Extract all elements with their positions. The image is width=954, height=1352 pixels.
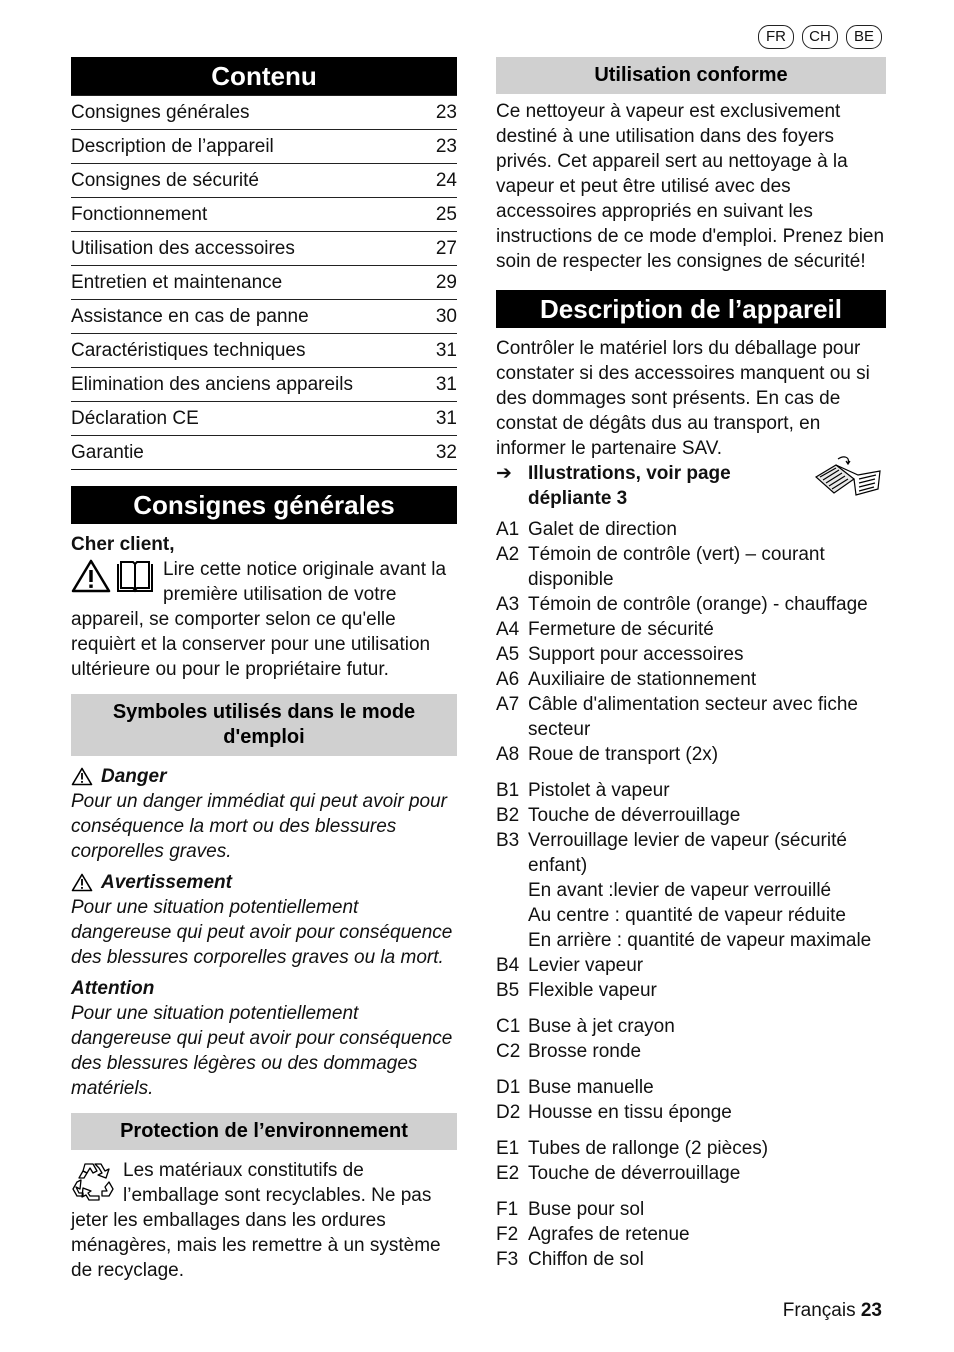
toc-page: 30 [435,306,457,327]
toc-row [71,368,457,402]
toc-row [71,402,457,436]
arrow-icon: ➔ [496,463,512,484]
environnement-heading: Protection de l’environnement [71,1113,457,1150]
greeting: Cher client, [71,534,175,555]
toc-row [71,436,457,470]
part-line: Tubes de rallonge (2 pièces) [528,1138,769,1159]
part-line: Câble d'alimentation secteur avec fiche secteur [528,694,858,740]
part-line: En avant :levier de vapeur verrouillé [528,880,832,901]
part-line: Buse pour sol [528,1199,645,1220]
danger-label-row [71,764,457,789]
toc-label: Description de l’appareil [71,136,274,157]
part-code: D1 [496,1077,521,1098]
part-description [528,1161,886,1186]
group-gap [496,1064,886,1075]
part-item [496,1247,886,1272]
consignes-intro [71,557,457,682]
part-code: E1 [496,1138,520,1159]
parts-list [496,517,886,1272]
part-description [528,778,886,803]
part-code: B1 [496,780,520,801]
page-footer [783,1300,882,1322]
toc-row [71,198,457,232]
toc-page: 31 [435,374,457,395]
part-line: Auxiliaire de stationnement [528,669,757,690]
part-code: F1 [496,1199,519,1220]
lang-badge-fr: FR [758,25,794,49]
toc-row [71,130,457,164]
utilisation-heading: Utilisation conforme [496,57,886,94]
toc-label: Déclaration CE [71,408,199,429]
part-code: D2 [496,1102,521,1123]
danger-text: Pour un danger immédiat qui peut avoir pour conséquence la mort ou des blessures corporelles graves. [71,791,448,862]
toc-row [71,96,457,130]
toc-page: 31 [435,340,457,361]
attention-label: Attention [71,978,155,999]
toc-page: 32 [435,442,457,463]
part-item [496,803,886,828]
toc-page: 23 [435,136,457,157]
language-badges [758,25,882,49]
part-description [528,517,886,542]
part-description [528,1014,886,1039]
part-line: Agrafes de retenue [528,1224,690,1245]
part-description [528,592,886,617]
group-gap [496,1186,886,1197]
description-intro: Contrôler le matériel lors du déballage pour constater si des accessoires manquent ou si des dommages sont présents. En cas de constat de dégâts dus au transport, en informer le partenaire SAV. [496,338,870,459]
toc-page: 27 [435,238,457,259]
part-description [528,1247,886,1272]
toc-label: Caractéristiques techniques [71,340,306,361]
toc-page: 24 [435,170,457,191]
part-line: Pistolet à vapeur [528,780,670,801]
toc-label: Garantie [71,442,144,463]
part-description [528,742,886,767]
manual-book-icon [115,559,155,593]
part-code: B5 [496,980,520,1001]
part-description [528,1039,886,1064]
part-code: A7 [496,694,520,715]
group-gap [496,1125,886,1136]
part-code: E2 [496,1163,520,1184]
part-description [528,1136,886,1161]
part-line: Chiffon de sol [528,1249,644,1270]
illustrations-note [496,461,886,511]
part-item [496,1075,886,1100]
toc-label: Elimination des anciens appareils [71,374,353,395]
toc-row [71,266,457,300]
description-heading: Description de l’appareil [496,290,886,328]
part-item [496,667,886,692]
part-description [528,1197,886,1222]
part-line: Levier vapeur [528,955,644,976]
lang-badge-ch: CH [802,25,838,49]
warning-manual-icons [71,559,155,593]
toc-row [71,300,457,334]
toc-label: Consignes de sécurité [71,170,259,191]
right-column [496,57,886,1272]
part-code: A4 [496,619,520,640]
part-line: Flexible vapeur [528,980,657,1001]
part-item [496,1039,886,1064]
attention-text: Pour une situation potentiellement dangereuse qui peut avoir pour conséquence des blessures légères ou des dommages matériels. [71,1003,453,1099]
part-item [496,642,886,667]
part-item [496,517,886,542]
part-description [528,828,886,953]
footer-language: Français [782,1300,856,1321]
toc-page: 31 [435,408,457,429]
part-line: Témoin de contrôle (vert) – courant disponible [528,544,825,590]
part-line: Galet de direction [528,519,677,540]
part-item [496,1222,886,1247]
footer-page-number: 23 [860,1300,882,1321]
part-code: A6 [496,669,520,690]
part-description [528,1100,886,1125]
toc-label: Fonctionnement [71,204,208,225]
table-of-contents [71,95,457,470]
part-line: Touche de déverrouillage [528,805,741,826]
part-item [496,592,886,617]
part-line: Verrouillage levier de vapeur (sécurité enfant) [528,830,847,876]
part-code: A1 [496,519,520,540]
foldout-book-icon [814,455,882,499]
part-item [496,1197,886,1222]
part-line: Roue de transport (2x) [528,744,719,765]
danger-label: Danger [101,766,167,787]
recycle-icon [71,1160,115,1204]
part-line: Témoin de contrôle (orange) - chauffage [528,594,868,615]
part-description [528,642,886,667]
part-code: B3 [496,830,520,851]
part-item [496,542,886,592]
part-description [528,1222,886,1247]
part-line: Brosse ronde [528,1041,642,1062]
part-code: F2 [496,1224,519,1245]
part-description [528,953,886,978]
toc-row [71,164,457,198]
toc-label: Consignes générales [71,102,250,123]
part-code: A5 [496,644,520,665]
part-line: Support pour accessoires [528,644,744,665]
toc-row [71,334,457,368]
part-item [496,978,886,1003]
toc-page: 23 [435,102,457,123]
part-item [496,1161,886,1186]
part-item [496,1100,886,1125]
toc-label: Assistance en cas de panne [71,306,309,327]
warning-triangle-icon [71,767,93,786]
group-gap [496,1003,886,1014]
part-code: A3 [496,594,520,615]
environnement-text: Les matériaux constitutifs de l’emballage sont recyclables. Ne pas jeter les emballages dans les ordures ménagères, mais les remettre à un système de recyclage. [71,1160,441,1281]
consignes-intro-text: Lire cette notice originale avant la première utilisation de votre appareil, se comporter selon ce qu'elle requièrt et la conserver pour une utilisation ultérieure ou pour le propriétaire futur. [71,559,447,680]
part-description [528,803,886,828]
part-line: Housse en tissu éponge [528,1102,732,1123]
toc-label: Utilisation des accessoires [71,238,295,259]
part-line: Touche de déverrouillage [528,1163,741,1184]
part-item [496,617,886,642]
avertissement-label: Avertissement [101,872,232,893]
warning-triangle-icon [71,873,93,892]
toc-row [71,232,457,266]
environnement-text-block [71,1158,457,1283]
part-description [528,667,886,692]
part-item [496,692,886,742]
group-gap [496,767,886,778]
part-line: Buse à jet crayon [528,1016,675,1037]
part-item [496,1136,886,1161]
part-code: F3 [496,1249,519,1270]
part-item [496,953,886,978]
part-item [496,1014,886,1039]
part-description [528,542,886,592]
symboles-heading: Symboles utilisés dans le mode d'emploi [71,694,457,756]
part-code: B2 [496,805,520,826]
avertissement-text: Pour une situation potentiellement dangereuse qui peut avoir pour conséquence des blessures corporelles graves ou la mort. [71,897,453,968]
consignes-heading: Consignes générales [71,486,457,524]
part-line: Au centre : quantité de vapeur réduite [528,905,846,926]
part-code: C2 [496,1041,521,1062]
part-description [528,978,886,1003]
part-item [496,742,886,767]
toc-page: 29 [435,272,457,293]
avertissement-label-row [71,870,457,895]
part-description [528,617,886,642]
part-code: B4 [496,955,520,976]
toc-label: Entretien et maintenance [71,272,283,293]
utilisation-text: Ce nettoyeur à vapeur est exclusivement destiné à une utilisation dans des foyers privés. Cet appareil sert au nettoyage à la vapeur et peut être utilisé avec des accessoires appropriés en suivant les instructions de ce mode d'emploi. Prenez bien soin de respecter les consignes de sécurité! [496,101,885,272]
part-code: A8 [496,744,520,765]
part-code: C1 [496,1016,521,1037]
part-line: Fermeture de sécurité [528,619,714,640]
contenu-heading: Contenu [71,57,457,95]
part-description [528,1075,886,1100]
lang-badge-be: BE [846,25,882,49]
illustrations-text: Illustrations, voir page dépliante 3 [528,463,731,509]
toc-page: 25 [435,204,457,225]
part-line: Buse manuelle [528,1077,654,1098]
part-item [496,828,886,953]
part-line: En arrière : quantité de vapeur maximale [528,930,872,951]
part-description [528,692,886,742]
part-code: A2 [496,544,520,565]
warning-triangle-icon [71,559,111,593]
part-item [496,778,886,803]
left-column [71,57,457,1283]
